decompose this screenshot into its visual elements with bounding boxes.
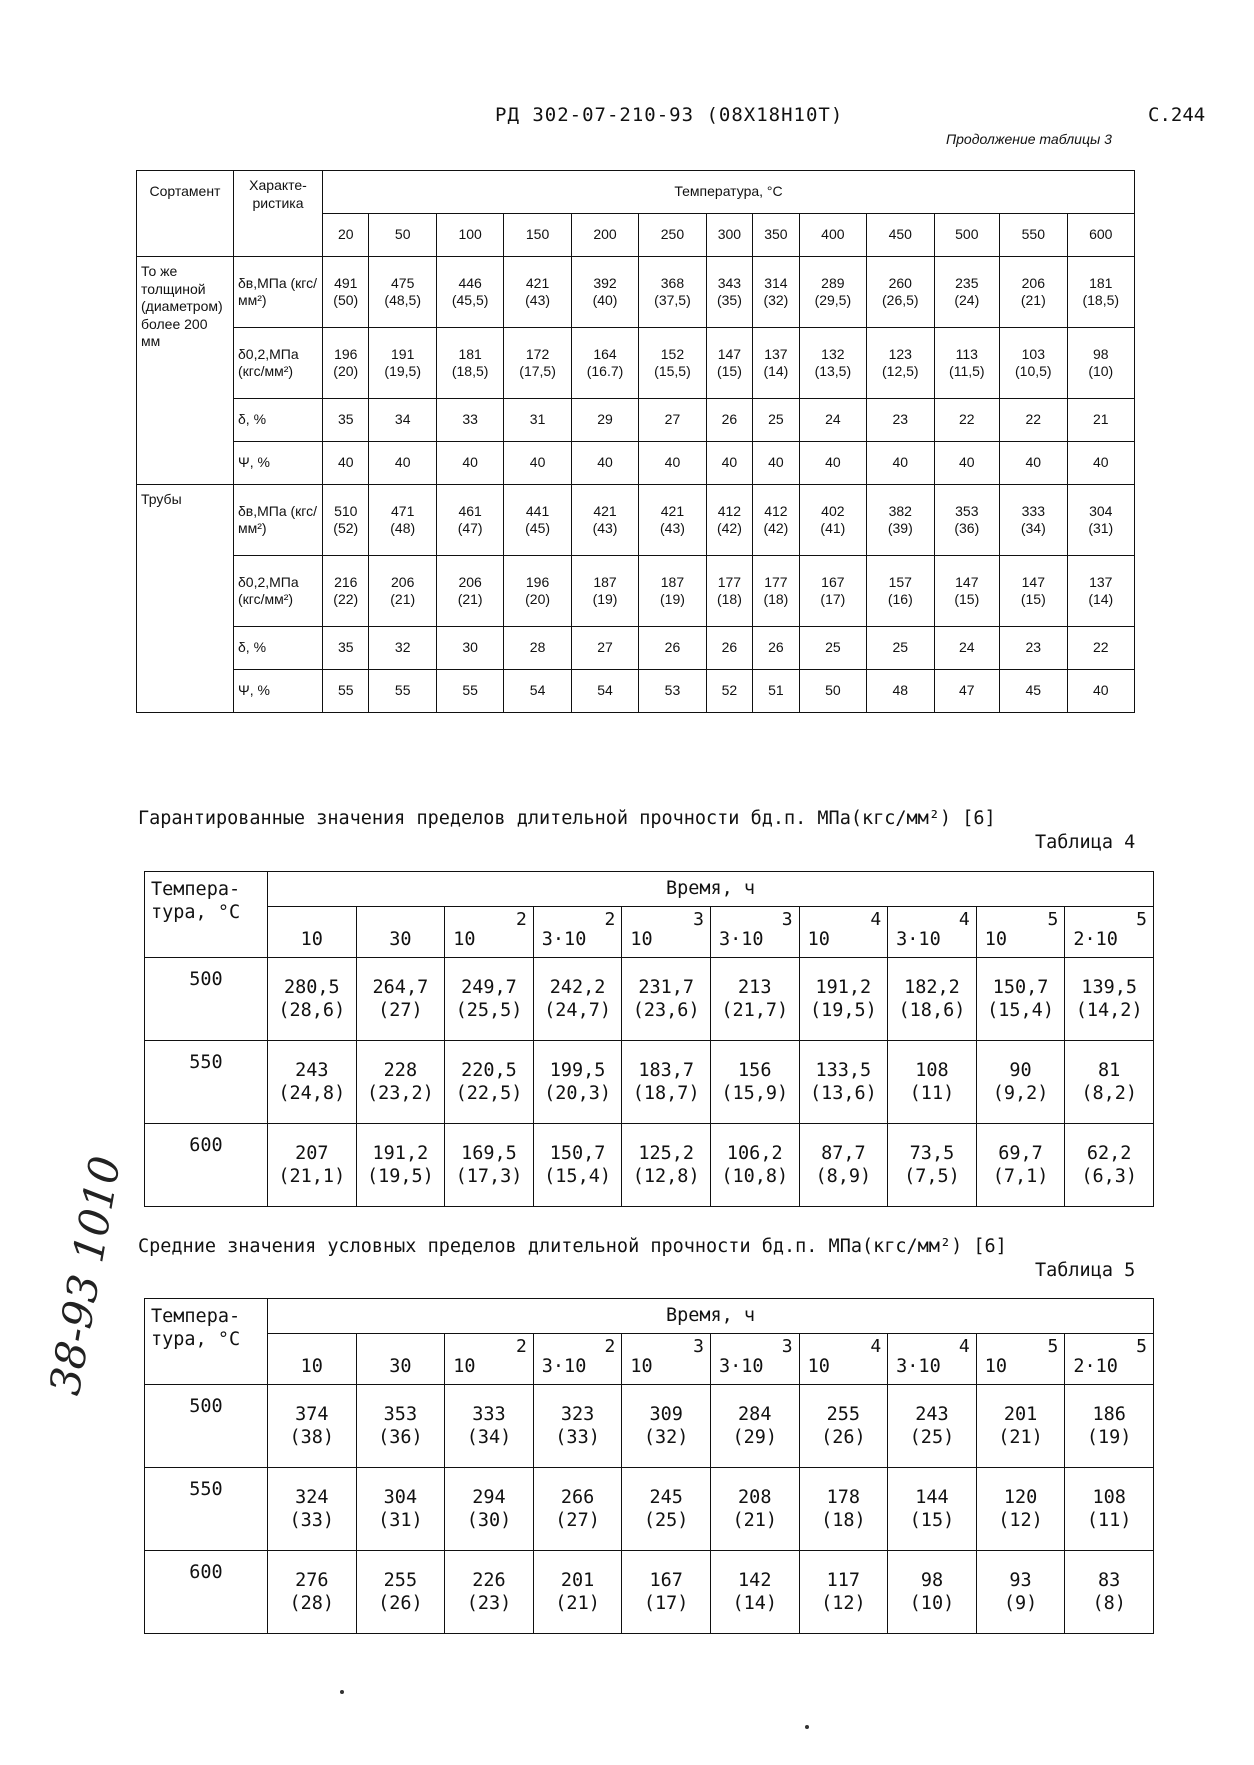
time-header: Время, ч bbox=[268, 1299, 1154, 1334]
value-cell: 183,7 (18,7) bbox=[622, 1041, 711, 1124]
value-cell: 27 bbox=[571, 627, 638, 670]
time-header-cell: 2 10 bbox=[445, 1334, 534, 1385]
temp-header-cell: 50 bbox=[369, 214, 436, 257]
value-cell: 152 (15,5) bbox=[639, 328, 706, 399]
value-cell: 353 (36) bbox=[934, 485, 1000, 556]
value-cell: 40 bbox=[571, 442, 638, 485]
value-cell: 55 bbox=[436, 670, 503, 713]
value-cell: 491 (50) bbox=[323, 257, 369, 328]
value-cell: 243 (25) bbox=[888, 1385, 977, 1468]
value-cell: 25 bbox=[799, 627, 866, 670]
value-cell: 220,5 (22,5) bbox=[445, 1041, 534, 1124]
value-cell: 26 bbox=[753, 627, 799, 670]
table-row bbox=[145, 1385, 1154, 1468]
value-cell: 191,2 (19,5) bbox=[799, 958, 888, 1041]
value-cell: 333 (34) bbox=[445, 1385, 534, 1468]
header-sortament: Сортамент bbox=[137, 171, 234, 257]
table-row bbox=[137, 399, 1135, 442]
temp-header-cell: 550 bbox=[1000, 214, 1067, 257]
sortament-cell: Трубы bbox=[137, 485, 234, 713]
value-cell: 157 (16) bbox=[867, 556, 934, 627]
value-cell: 255 (26) bbox=[799, 1385, 888, 1468]
value-cell: 54 bbox=[571, 670, 638, 713]
value-cell: 368 (37,5) bbox=[639, 257, 706, 328]
table-4 bbox=[144, 871, 1154, 1207]
value-cell: 33 bbox=[436, 399, 503, 442]
time-header-cell: 4 10 bbox=[799, 907, 888, 958]
time-header-cell: 30 bbox=[356, 907, 445, 958]
value-cell: 25 bbox=[867, 627, 934, 670]
value-cell: 235 (24) bbox=[934, 257, 1000, 328]
value-cell: 144 (15) bbox=[888, 1468, 977, 1551]
speck bbox=[805, 1725, 809, 1729]
temperature-cell: 600 bbox=[145, 1124, 268, 1207]
value-cell: 412 (42) bbox=[753, 485, 799, 556]
value-cell: 178 (18) bbox=[799, 1468, 888, 1551]
value-cell: 196 (20) bbox=[323, 328, 369, 399]
table-3 bbox=[136, 170, 1135, 713]
value-cell: 333 (34) bbox=[1000, 485, 1067, 556]
value-cell: 181 (18,5) bbox=[1067, 257, 1134, 328]
value-cell: 40 bbox=[436, 442, 503, 485]
value-cell: 22 bbox=[934, 399, 1000, 442]
time-header-cell: 4 10 bbox=[799, 1334, 888, 1385]
value-cell: 201 (21) bbox=[976, 1385, 1065, 1468]
value-cell: 304 (31) bbox=[1067, 485, 1134, 556]
value-cell: 40 bbox=[867, 442, 934, 485]
value-cell: 374 (38) bbox=[268, 1385, 357, 1468]
value-cell: 40 bbox=[799, 442, 866, 485]
value-cell: 25 bbox=[753, 399, 799, 442]
value-cell: 139,5 (14,2) bbox=[1065, 958, 1154, 1041]
value-cell: 260 (26,5) bbox=[867, 257, 934, 328]
temp-header-cell: 300 bbox=[706, 214, 752, 257]
value-cell: 441 (45) bbox=[504, 485, 571, 556]
value-cell: 196 (20) bbox=[504, 556, 571, 627]
value-cell: 208 (21) bbox=[710, 1468, 799, 1551]
value-cell: 206 (21) bbox=[1000, 257, 1067, 328]
value-cell: 50 bbox=[799, 670, 866, 713]
value-cell: 206 (21) bbox=[436, 556, 503, 627]
temp-header-cell: 200 bbox=[571, 214, 638, 257]
value-cell: 199,5 (20,3) bbox=[533, 1041, 622, 1124]
value-cell: 276 (28) bbox=[268, 1551, 357, 1634]
characteristic-cell: δ, % bbox=[234, 399, 323, 442]
temperature-cell: 600 bbox=[145, 1551, 268, 1634]
value-cell: 55 bbox=[369, 670, 436, 713]
value-cell: 206 (21) bbox=[369, 556, 436, 627]
table-5 bbox=[144, 1298, 1154, 1634]
time-header-cell: 3 3·10 bbox=[710, 1334, 799, 1385]
value-cell: 40 bbox=[706, 442, 752, 485]
value-cell: 48 bbox=[867, 670, 934, 713]
value-cell: 21 bbox=[1067, 399, 1134, 442]
value-cell: 62,2 (6,3) bbox=[1065, 1124, 1154, 1207]
value-cell: 207 (21,1) bbox=[268, 1124, 357, 1207]
value-cell: 40 bbox=[934, 442, 1000, 485]
value-cell: 137 (14) bbox=[1067, 556, 1134, 627]
value-cell: 172 (17,5) bbox=[504, 328, 571, 399]
table-4-label: Таблица 4 bbox=[1035, 832, 1136, 853]
value-cell: 421 (43) bbox=[571, 485, 638, 556]
table-row bbox=[137, 556, 1135, 627]
table-row bbox=[145, 1124, 1154, 1207]
temperature-cell: 500 bbox=[145, 1385, 268, 1468]
value-cell: 132 (13,5) bbox=[799, 328, 866, 399]
value-cell: 314 (32) bbox=[753, 257, 799, 328]
value-cell: 93 (9) bbox=[976, 1551, 1065, 1634]
value-cell: 147 (15) bbox=[934, 556, 1000, 627]
value-cell: 35 bbox=[323, 627, 369, 670]
time-header-cell: 3 10 bbox=[622, 1334, 711, 1385]
value-cell: 280,5 (28,6) bbox=[268, 958, 357, 1041]
value-cell: 510 (52) bbox=[323, 485, 369, 556]
characteristic-cell: δв,МПа (кгс/мм²) bbox=[234, 485, 323, 556]
value-cell: 26 bbox=[706, 627, 752, 670]
value-cell: 475 (48,5) bbox=[369, 257, 436, 328]
value-cell: 421 (43) bbox=[639, 485, 706, 556]
table-row bbox=[137, 670, 1135, 713]
value-cell: 147 (15) bbox=[1000, 556, 1067, 627]
value-cell: 243 (24,8) bbox=[268, 1041, 357, 1124]
value-cell: 54 bbox=[504, 670, 571, 713]
value-cell: 255 (26) bbox=[356, 1551, 445, 1634]
value-cell: 289 (29,5) bbox=[799, 257, 866, 328]
temp-header-cell: 600 bbox=[1067, 214, 1134, 257]
page-number: С.244 bbox=[1148, 104, 1206, 126]
value-cell: 471 (48) bbox=[369, 485, 436, 556]
temp-header-cell: 250 bbox=[639, 214, 706, 257]
value-cell: 90 (9,2) bbox=[976, 1041, 1065, 1124]
value-cell: 40 bbox=[1067, 670, 1134, 713]
value-cell: 30 bbox=[436, 627, 503, 670]
value-cell: 231,7 (23,6) bbox=[622, 958, 711, 1041]
value-cell: 23 bbox=[867, 399, 934, 442]
value-cell: 98 (10) bbox=[1067, 328, 1134, 399]
temperature-cell: 550 bbox=[145, 1468, 268, 1551]
header-characteristic: Характе-ристика bbox=[234, 171, 323, 257]
table-row bbox=[137, 442, 1135, 485]
value-cell: 228 (23,2) bbox=[356, 1041, 445, 1124]
time-header-cell: 5 2·10 bbox=[1065, 907, 1154, 958]
value-cell: 245 (25) bbox=[622, 1468, 711, 1551]
value-cell: 167 (17) bbox=[799, 556, 866, 627]
value-cell: 264,7 (27) bbox=[356, 958, 445, 1041]
value-cell: 22 bbox=[1067, 627, 1134, 670]
value-cell: 69,7 (7,1) bbox=[976, 1124, 1065, 1207]
value-cell: 284 (29) bbox=[710, 1385, 799, 1468]
value-cell: 402 (41) bbox=[799, 485, 866, 556]
table-5-label: Таблица 5 bbox=[1035, 1260, 1136, 1281]
temp-header-cell: 20 bbox=[323, 214, 369, 257]
value-cell: 113 (11,5) bbox=[934, 328, 1000, 399]
value-cell: 40 bbox=[504, 442, 571, 485]
value-cell: 461 (47) bbox=[436, 485, 503, 556]
value-cell: 133,5 (13,6) bbox=[799, 1041, 888, 1124]
value-cell: 40 bbox=[753, 442, 799, 485]
time-header-cell: 10 bbox=[268, 907, 357, 958]
temp-header-cell: 500 bbox=[934, 214, 1000, 257]
value-cell: 40 bbox=[1000, 442, 1067, 485]
value-cell: 52 bbox=[706, 670, 752, 713]
value-cell: 137 (14) bbox=[753, 328, 799, 399]
value-cell: 323 (33) bbox=[533, 1385, 622, 1468]
table-continuation-label: Продолжение таблицы 3 bbox=[946, 131, 1112, 147]
value-cell: 343 (35) bbox=[706, 257, 752, 328]
value-cell: 242,2 (24,7) bbox=[533, 958, 622, 1041]
value-cell: 353 (36) bbox=[356, 1385, 445, 1468]
table-row bbox=[137, 257, 1135, 328]
speck bbox=[340, 1690, 344, 1694]
value-cell: 177 (18) bbox=[753, 556, 799, 627]
time-header-cell: 5 2·10 bbox=[1065, 1334, 1154, 1385]
value-cell: 182,2 (18,6) bbox=[888, 958, 977, 1041]
value-cell: 392 (40) bbox=[571, 257, 638, 328]
value-cell: 191,2 (19,5) bbox=[356, 1124, 445, 1207]
value-cell: 81 (8,2) bbox=[1065, 1041, 1154, 1124]
value-cell: 31 bbox=[504, 399, 571, 442]
time-header-cell: 3 10 bbox=[622, 907, 711, 958]
value-cell: 177 (18) bbox=[706, 556, 752, 627]
time-header-cell: 2 3·10 bbox=[533, 907, 622, 958]
table-5-caption: Средние значения условных пределов длительной прочности бд.п. МПа(кгс/мм²) [6] bbox=[138, 1236, 1007, 1257]
value-cell: 40 bbox=[639, 442, 706, 485]
value-cell: 32 bbox=[369, 627, 436, 670]
value-cell: 47 bbox=[934, 670, 1000, 713]
characteristic-cell: Ψ, % bbox=[234, 670, 323, 713]
temperature-header: Темпера-тура, °С bbox=[145, 872, 268, 958]
value-cell: 412 (42) bbox=[706, 485, 752, 556]
value-cell: 40 bbox=[323, 442, 369, 485]
characteristic-cell: δ0,2,МПа (кгс/мм²) bbox=[234, 556, 323, 627]
time-header-cell: 5 10 bbox=[976, 907, 1065, 958]
value-cell: 120 (12) bbox=[976, 1468, 1065, 1551]
value-cell: 103 (10,5) bbox=[1000, 328, 1067, 399]
value-cell: 150,7 (15,4) bbox=[533, 1124, 622, 1207]
temperature-header: Темпера-тура, °С bbox=[145, 1299, 268, 1385]
value-cell: 108 (11) bbox=[888, 1041, 977, 1124]
value-cell: 147 (15) bbox=[706, 328, 752, 399]
value-cell: 123 (12,5) bbox=[867, 328, 934, 399]
value-cell: 40 bbox=[369, 442, 436, 485]
temperature-cell: 550 bbox=[145, 1041, 268, 1124]
value-cell: 167 (17) bbox=[622, 1551, 711, 1634]
temp-header-cell: 100 bbox=[436, 214, 503, 257]
characteristic-cell: δв,МПа (кгс/мм²) bbox=[234, 257, 323, 328]
value-cell: 23 bbox=[1000, 627, 1067, 670]
value-cell: 26 bbox=[639, 627, 706, 670]
value-cell: 201 (21) bbox=[533, 1551, 622, 1634]
value-cell: 55 bbox=[323, 670, 369, 713]
value-cell: 150,7 (15,4) bbox=[976, 958, 1065, 1041]
time-header-cell: 2 10 bbox=[445, 907, 534, 958]
value-cell: 125,2 (12,8) bbox=[622, 1124, 711, 1207]
value-cell: 156 (15,9) bbox=[710, 1041, 799, 1124]
table-row bbox=[145, 1468, 1154, 1551]
table-4-caption: Гарантированные значения пределов длительной прочности бд.п. МПа(кгс/мм²) [6] bbox=[138, 808, 996, 829]
sortament-cell: То же толщиной (диаметром) более 200 мм bbox=[137, 257, 234, 485]
table-row bbox=[145, 1041, 1154, 1124]
time-header: Время, ч bbox=[268, 872, 1154, 907]
value-cell: 169,5 (17,3) bbox=[445, 1124, 534, 1207]
value-cell: 51 bbox=[753, 670, 799, 713]
value-cell: 22 bbox=[1000, 399, 1067, 442]
table-row bbox=[137, 627, 1135, 670]
value-cell: 187 (19) bbox=[639, 556, 706, 627]
value-cell: 40 bbox=[1067, 442, 1134, 485]
value-cell: 73,5 (7,5) bbox=[888, 1124, 977, 1207]
value-cell: 29 bbox=[571, 399, 638, 442]
time-header-cell: 10 bbox=[268, 1334, 357, 1385]
value-cell: 24 bbox=[934, 627, 1000, 670]
value-cell: 164 (16.7) bbox=[571, 328, 638, 399]
value-cell: 294 (30) bbox=[445, 1468, 534, 1551]
value-cell: 421 (43) bbox=[504, 257, 571, 328]
value-cell: 216 (22) bbox=[323, 556, 369, 627]
temperature-cell: 500 bbox=[145, 958, 268, 1041]
value-cell: 24 bbox=[799, 399, 866, 442]
value-cell: 35 bbox=[323, 399, 369, 442]
time-header-cell: 3 3·10 bbox=[710, 907, 799, 958]
value-cell: 181 (18,5) bbox=[436, 328, 503, 399]
value-cell: 309 (32) bbox=[622, 1385, 711, 1468]
time-header-cell: 5 10 bbox=[976, 1334, 1065, 1385]
value-cell: 213 (21,7) bbox=[710, 958, 799, 1041]
value-cell: 45 bbox=[1000, 670, 1067, 713]
value-cell: 324 (33) bbox=[268, 1468, 357, 1551]
temp-header-cell: 450 bbox=[867, 214, 934, 257]
document-code: РД 302-07-210-93 (08Х18Н10Т) bbox=[495, 104, 844, 126]
value-cell: 382 (39) bbox=[867, 485, 934, 556]
table-row bbox=[137, 328, 1135, 399]
value-cell: 304 (31) bbox=[356, 1468, 445, 1551]
value-cell: 117 (12) bbox=[799, 1551, 888, 1634]
time-header-cell: 4 3·10 bbox=[888, 1334, 977, 1385]
value-cell: 106,2 (10,8) bbox=[710, 1124, 799, 1207]
value-cell: 27 bbox=[639, 399, 706, 442]
header-temperature: Температура, °С bbox=[323, 171, 1135, 214]
time-header-cell: 30 bbox=[356, 1334, 445, 1385]
characteristic-cell: δ, % bbox=[234, 627, 323, 670]
value-cell: 53 bbox=[639, 670, 706, 713]
temp-header-cell: 350 bbox=[753, 214, 799, 257]
time-header-cell: 2 3·10 bbox=[533, 1334, 622, 1385]
value-cell: 249,7 (25,5) bbox=[445, 958, 534, 1041]
table-row bbox=[145, 1551, 1154, 1634]
handwritten-note: 38-93 1010 bbox=[40, 1152, 131, 1399]
value-cell: 142 (14) bbox=[710, 1551, 799, 1634]
value-cell: 87,7 (8,9) bbox=[799, 1124, 888, 1207]
value-cell: 191 (19,5) bbox=[369, 328, 436, 399]
value-cell: 266 (27) bbox=[533, 1468, 622, 1551]
value-cell: 186 (19) bbox=[1065, 1385, 1154, 1468]
value-cell: 28 bbox=[504, 627, 571, 670]
value-cell: 187 (19) bbox=[571, 556, 638, 627]
value-cell: 108 (11) bbox=[1065, 1468, 1154, 1551]
value-cell: 83 (8) bbox=[1065, 1551, 1154, 1634]
value-cell: 98 (10) bbox=[888, 1551, 977, 1634]
temp-header-cell: 150 bbox=[504, 214, 571, 257]
temp-header-cell: 400 bbox=[799, 214, 866, 257]
characteristic-cell: Ψ, % bbox=[234, 442, 323, 485]
table-row bbox=[145, 958, 1154, 1041]
value-cell: 34 bbox=[369, 399, 436, 442]
time-header-cell: 4 3·10 bbox=[888, 907, 977, 958]
value-cell: 226 (23) bbox=[445, 1551, 534, 1634]
value-cell: 26 bbox=[706, 399, 752, 442]
value-cell: 446 (45,5) bbox=[436, 257, 503, 328]
characteristic-cell: δ0,2,МПа (кгс/мм²) bbox=[234, 328, 323, 399]
table-row bbox=[137, 485, 1135, 556]
